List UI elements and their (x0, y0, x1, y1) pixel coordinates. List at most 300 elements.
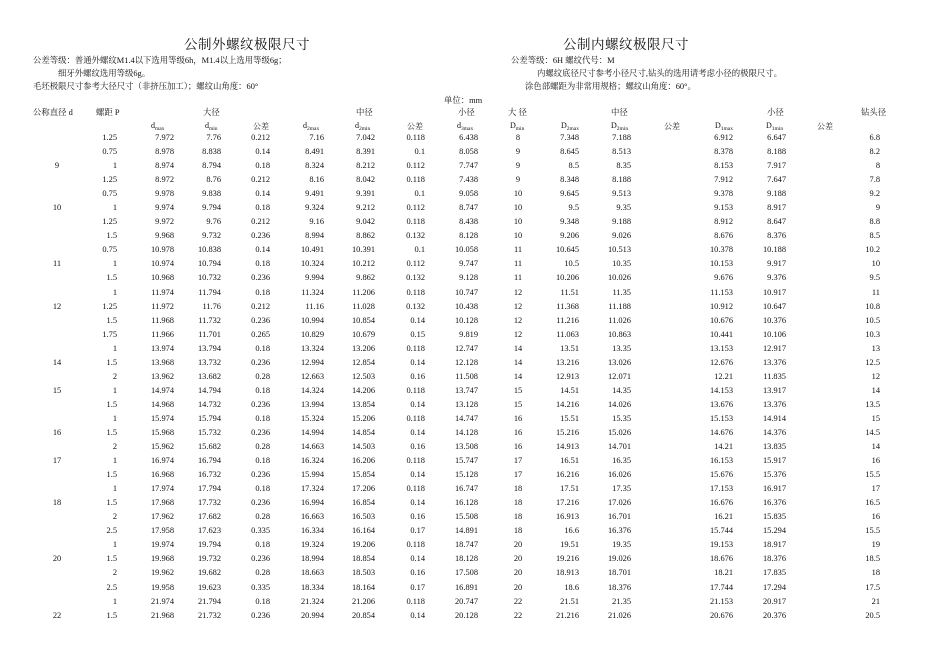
sub-d2max: $d_{2max}$ (303, 121, 320, 132)
cell-Dmin: 11 (513, 273, 523, 283)
cell-D2min: 8.35 (616, 161, 631, 171)
cell-D2min: 14.701 (607, 442, 631, 452)
cell-d2max: 8.324 (305, 161, 324, 171)
cell-dmin: 16.732 (197, 470, 221, 480)
cell-D1min: 18.376 (762, 554, 786, 564)
cell-nominal: 14 (52, 357, 62, 367)
cell-d2max: 9.16 (309, 217, 324, 227)
cell-tolerance: 0.14 (255, 189, 270, 199)
cell-Dmin: 8 (515, 133, 521, 142)
cell-d2max: 14.663 (300, 442, 324, 452)
cell-Dmin: 12 (513, 329, 523, 339)
cell-nominal: 18 (52, 498, 62, 508)
cell-D1max: 16.153 (709, 456, 733, 466)
table-row (0, 554, 950, 568)
cell-D1min: 15.376 (762, 470, 786, 480)
cell-dmin: 8.76 (206, 175, 221, 185)
cell-d3max: 9.058 (459, 189, 478, 199)
cell-d2min: 13.206 (351, 343, 375, 353)
cell-dmax: 10.974 (150, 259, 174, 269)
cell-pitch: 1.5 (106, 357, 117, 367)
table-row (0, 428, 950, 442)
cell-pitch: 1.5 (106, 231, 117, 241)
table-row (0, 133, 950, 147)
cell-d3max: 20.128 (454, 610, 478, 620)
cell-dmax: 19.974 (150, 540, 174, 550)
cell-dmax: 17.962 (150, 512, 174, 522)
cell-tolerance: 0.18 (255, 203, 270, 213)
cell-tolerance2: 0.118 (406, 484, 425, 494)
cell-pitch: 1.5 (106, 399, 117, 409)
cell-dmin: 9.76 (206, 217, 221, 227)
cell-D2max: 8.645 (560, 147, 579, 157)
cell-dmax: 15.974 (150, 413, 174, 423)
cell-d2min: 15.206 (351, 413, 375, 423)
cell-d2max: 7.16 (309, 133, 324, 142)
cell-drill: 15 (871, 413, 880, 423)
cell-d3max: 14.128 (454, 427, 478, 437)
cell-pitch: 1 (112, 287, 117, 297)
cell-d2max: 10.324 (300, 259, 324, 269)
cell-Dmin: 12 (513, 315, 523, 325)
cell-d2min: 9.212 (356, 203, 375, 213)
cell-D1min: 12.917 (762, 343, 786, 353)
cell-dmax: 17.974 (150, 484, 174, 494)
cell-dmin: 8.838 (202, 147, 221, 157)
cell-d3max: 13.128 (454, 399, 478, 409)
cell-D2max: 7.348 (560, 133, 579, 142)
cell-d3max: 11.508 (455, 371, 478, 381)
cell-dmax: 19.962 (150, 568, 174, 578)
cell-tolerance: 0.236 (251, 470, 270, 480)
cell-D2min: 21.026 (607, 610, 631, 620)
cell-dmin: 15.794 (197, 413, 221, 423)
header-pitch: 螺距 P (96, 108, 120, 117)
cell-pitch: 2 (112, 442, 117, 452)
cell-D1min: 15.917 (762, 456, 786, 466)
cell-D2max: 8.5 (568, 161, 579, 171)
cell-D2max: 21.216 (555, 610, 579, 620)
cell-dmin: 8.794 (202, 161, 221, 171)
table-row (0, 512, 950, 526)
cell-d3max: 16.128 (454, 498, 478, 508)
cell-Dmin: 11 (513, 259, 523, 269)
table-row (0, 288, 950, 302)
table-row (0, 231, 950, 245)
header-major-diameter: 大径 (203, 108, 220, 117)
cell-d2min: 9.862 (356, 273, 375, 283)
cell-dmin: 9.794 (202, 203, 221, 213)
cell-pitch: 1.75 (102, 329, 117, 339)
cell-pitch: 1.25 (102, 133, 117, 142)
cell-dmax: 15.962 (150, 442, 174, 452)
cell-d2min: 14.503 (351, 442, 375, 452)
cell-drill: 13 (871, 343, 880, 353)
cell-tolerance: 0.18 (255, 596, 270, 606)
cell-D2min: 18.701 (607, 568, 631, 578)
cell-drill: 7.8 (869, 175, 880, 185)
cell-D2max: 15.51 (560, 413, 579, 423)
cell-tolerance: 0.18 (255, 540, 270, 550)
cell-Dmin: 10 (513, 203, 523, 213)
cell-tolerance2: 0.132 (406, 231, 425, 241)
cell-drill: 15.5 (865, 526, 880, 536)
sub-D1max: $D_{1max}$ (715, 121, 734, 132)
cell-nominal: 10 (52, 203, 62, 213)
cell-D2min: 14.026 (607, 399, 631, 409)
cell-d2max: 9.491 (305, 189, 324, 199)
cell-d2min: 14.854 (351, 427, 375, 437)
table-row (0, 245, 950, 259)
cell-D2min: 17.35 (612, 484, 631, 494)
table-row (0, 372, 950, 386)
cell-drill: 19 (871, 540, 880, 550)
cell-pitch: 1.25 (102, 175, 117, 185)
cell-pitch: 2.5 (106, 582, 117, 592)
sub-tolerance-2: 公差 (407, 122, 423, 131)
sub-D2min: $D_{2min}$ (611, 121, 629, 132)
cell-drill: 16 (871, 512, 880, 522)
cell-tolerance2: 0.118 (406, 217, 425, 227)
cell-d2max: 15.994 (300, 470, 324, 480)
cell-d2min: 8.212 (356, 161, 375, 171)
cell-D1min: 16.917 (762, 484, 786, 494)
header-internal-pitch: 中径 (611, 108, 628, 117)
cell-d3max: 8.438 (459, 217, 478, 227)
cell-d2max: 13.324 (300, 343, 324, 353)
cell-D2max: 19.51 (560, 540, 579, 550)
cell-drill: 9.5 (869, 273, 880, 283)
cell-d3max: 12.747 (454, 343, 478, 353)
cell-D1max: 8.912 (714, 217, 733, 227)
cell-tolerance2: 0.14 (410, 357, 425, 367)
cell-D2min: 8.513 (612, 147, 631, 157)
cell-dmax: 7.972 (155, 133, 174, 142)
cell-d2max: 16.663 (300, 512, 324, 522)
cell-D1min: 14.914 (762, 413, 786, 423)
cell-D1max: 10.441 (709, 329, 733, 339)
cell-d3max: 10.747 (454, 287, 478, 297)
cell-d2min: 16.164 (351, 526, 375, 536)
table-row (0, 568, 950, 582)
cell-D1max: 8.378 (714, 147, 733, 157)
table-row (0, 330, 950, 344)
cell-d2max: 13.994 (300, 399, 324, 409)
sub-dmin: $d_{min}$ (205, 121, 218, 132)
cell-dmin: 13.682 (197, 371, 221, 381)
left-note-1: 公差等级：普通外螺纹M1.4以下选用等级6h，M1.4以上选用等级6g； (33, 56, 287, 65)
cell-Dmin: 15 (513, 399, 523, 409)
cell-D2max: 18.913 (555, 568, 579, 578)
cell-pitch: 2 (112, 371, 117, 381)
cell-dmax: 17.968 (150, 498, 174, 508)
cell-Dmin: 14 (513, 371, 523, 381)
cell-pitch: 1 (112, 259, 117, 269)
cell-drill: 10.2 (865, 245, 880, 255)
cell-D2min: 7.188 (612, 133, 631, 142)
cell-tolerance: 0.18 (255, 343, 270, 353)
header-minor-diameter: 小径 (458, 108, 475, 117)
table-row (0, 203, 950, 217)
cell-d3max: 10.438 (454, 301, 478, 311)
cell-dmax: 11.968 (151, 315, 174, 325)
cell-D2min: 11.188 (608, 301, 631, 311)
table-row (0, 484, 950, 498)
cell-dmin: 19.794 (197, 540, 221, 550)
table-row (0, 273, 950, 287)
cell-tolerance: 0.18 (255, 287, 270, 297)
cell-Dmin: 18 (513, 484, 523, 494)
cell-D2max: 21.51 (560, 596, 579, 606)
cell-drill: 9.2 (869, 189, 880, 199)
table-row (0, 259, 950, 273)
cell-D2max: 9.348 (560, 217, 579, 227)
cell-d3max: 12.128 (454, 357, 478, 367)
cell-d2max: 18.663 (300, 568, 324, 578)
cell-d2max: 9.994 (305, 273, 324, 283)
right-note-2: 内螺纹底径尺寸参考小径尺寸,钻头的选用请考虑小径的极限尺寸。 (537, 69, 782, 78)
table-row (0, 175, 950, 189)
cell-d2min: 9.042 (356, 217, 375, 227)
cell-nominal: 12 (52, 301, 62, 311)
cell-pitch: 1 (112, 413, 117, 423)
cell-D1min: 15.294 (762, 526, 786, 536)
cell-dmin: 17.682 (197, 512, 221, 522)
cell-D1max: 15.153 (709, 413, 733, 423)
cell-tolerance2: 0.14 (410, 554, 425, 564)
cell-tolerance2: 0.16 (410, 568, 425, 578)
cell-D2min: 17.026 (607, 498, 631, 508)
cell-d2max: 8.16 (309, 175, 324, 185)
cell-drill: 8.5 (869, 231, 880, 241)
cell-drill: 8.8 (869, 217, 880, 227)
cell-d3max: 14.747 (454, 413, 478, 423)
cell-D2max: 9.206 (560, 231, 579, 241)
table-row (0, 217, 950, 231)
cell-D2min: 18.376 (607, 582, 631, 592)
cell-drill: 10 (871, 259, 880, 269)
cell-dmin: 21.794 (197, 596, 221, 606)
cell-d2min: 10.854 (351, 315, 375, 325)
cell-tolerance2: 0.118 (406, 456, 425, 466)
cell-dmin: 17.732 (197, 498, 221, 508)
cell-pitch: 1.25 (102, 217, 117, 227)
cell-tolerance: 0.335 (251, 582, 270, 592)
cell-D1max: 18.676 (709, 554, 733, 564)
cell-D1max: 17.744 (709, 582, 733, 592)
cell-drill: 15.5 (865, 470, 880, 480)
cell-pitch: 1 (112, 161, 117, 171)
cell-tolerance2: 0.118 (406, 133, 425, 142)
cell-D1max: 9.378 (714, 189, 733, 199)
cell-d2max: 14.324 (300, 385, 324, 395)
cell-dmin: 11.76 (202, 301, 221, 311)
cell-D2min: 10.513 (607, 245, 631, 255)
cell-dmax: 10.978 (150, 245, 174, 255)
cell-D1min: 17.294 (762, 582, 786, 592)
cell-Dmin: 16 (513, 442, 523, 452)
cell-Dmin: 22 (513, 596, 523, 606)
cell-pitch: 1 (112, 484, 117, 494)
cell-D2max: 11.216 (556, 315, 579, 325)
cell-d3max: 15.747 (454, 456, 478, 466)
cell-d2min: 10.391 (351, 245, 375, 255)
cell-tolerance2: 0.16 (410, 371, 425, 381)
cell-dmin: 11.732 (198, 315, 221, 325)
thread-table-body (0, 133, 950, 625)
cell-d2min: 15.854 (351, 470, 375, 480)
cell-D2max: 15.216 (555, 427, 579, 437)
cell-dmax: 19.958 (150, 582, 174, 592)
cell-D2min: 11.026 (608, 315, 631, 325)
cell-tolerance2: 0.14 (410, 610, 425, 620)
cell-D1min: 13.917 (762, 385, 786, 395)
cell-D1min: 8.917 (767, 203, 786, 213)
table-row (0, 358, 950, 372)
cell-D2max: 16.216 (555, 470, 579, 480)
cell-tolerance: 0.14 (255, 147, 270, 157)
cell-dmin: 19.732 (197, 554, 221, 564)
cell-D2max: 16.6 (564, 526, 579, 536)
cell-D1max: 15.744 (709, 526, 733, 536)
cell-pitch: 1 (112, 596, 117, 606)
cell-nominal: 16 (52, 427, 62, 437)
cell-tolerance2: 0.1 (414, 189, 425, 199)
left-note-3: 毛坯极限尺寸参考大径尺寸（非挤压加工）；螺纹山角度：60° (33, 82, 259, 91)
cell-tolerance: 0.236 (251, 498, 270, 508)
cell-d2max: 10.994 (300, 315, 324, 325)
header-internal-major: 大 径 (508, 108, 527, 117)
cell-D1max: 10.153 (709, 259, 733, 269)
header-internal-minor: 小径 (767, 108, 784, 117)
cell-d2min: 12.503 (351, 371, 375, 381)
cell-tolerance2: 0.118 (406, 175, 425, 185)
cell-d2min: 12.854 (351, 357, 375, 367)
table-row (0, 386, 950, 400)
cell-D2min: 15.35 (612, 413, 631, 423)
cell-D1max: 19.153 (709, 540, 733, 550)
cell-drill: 16 (871, 456, 880, 466)
cell-d2max: 11.324 (301, 287, 324, 297)
cell-Dmin: 15 (513, 385, 523, 395)
sub-tolerance-3: 公差 (664, 122, 680, 131)
cell-D2max: 19.216 (555, 554, 579, 564)
cell-D1min: 9.917 (767, 259, 786, 269)
cell-D1min: 8.376 (767, 231, 786, 241)
cell-Dmin: 9 (515, 175, 521, 185)
cell-D1max: 13.676 (709, 399, 733, 409)
cell-d2min: 9.391 (356, 189, 375, 199)
cell-D2max: 9.645 (560, 189, 579, 199)
cell-d2max: 11.16 (305, 301, 324, 311)
cell-pitch: 1 (112, 343, 117, 353)
cell-d2min: 20.854 (351, 610, 375, 620)
cell-d2min: 18.854 (351, 554, 375, 564)
cell-dmin: 17.794 (197, 484, 221, 494)
cell-dmin: 21.732 (197, 610, 221, 620)
cell-Dmin: 16 (513, 413, 523, 423)
table-row (0, 414, 950, 428)
sub-Dmin: $D_{min}$ (510, 121, 525, 132)
cell-dmax: 16.968 (150, 470, 174, 480)
cell-D1max: 12.21 (714, 371, 733, 381)
cell-drill: 14.5 (865, 427, 880, 437)
cell-dmax: 13.962 (150, 371, 174, 381)
cell-pitch: 2 (112, 512, 117, 522)
cell-d2min: 8.391 (356, 147, 375, 157)
cell-tolerance2: 0.16 (410, 512, 425, 522)
cell-tolerance2: 0.14 (410, 399, 425, 409)
cell-drill: 10.3 (865, 329, 880, 339)
cell-d3max: 9.819 (459, 329, 478, 339)
table-row (0, 611, 950, 625)
cell-tolerance: 0.236 (251, 357, 270, 367)
cell-drill: 17 (871, 484, 880, 494)
cell-D2max: 13.216 (555, 357, 579, 367)
cell-Dmin: 10 (513, 217, 523, 227)
cell-D1max: 16.676 (709, 498, 733, 508)
cell-D1min: 10.917 (762, 287, 786, 297)
cell-drill: 20.5 (865, 610, 880, 620)
cell-d3max: 9.128 (459, 273, 478, 283)
cell-d2max: 19.324 (300, 540, 324, 550)
cell-Dmin: 20 (513, 582, 523, 592)
cell-Dmin: 14 (513, 357, 523, 367)
sub-D2max: $D_{2max}$ (561, 121, 580, 132)
cell-dmin: 10.794 (197, 259, 221, 269)
cell-D1min: 6.647 (767, 133, 786, 142)
cell-Dmin: 12 (513, 301, 523, 311)
cell-d3max: 15.508 (454, 512, 478, 522)
cell-pitch: 1 (112, 456, 117, 466)
cell-tolerance: 0.28 (255, 512, 270, 522)
cell-D1min: 11.835 (763, 371, 786, 381)
cell-dmin: 13.732 (197, 357, 221, 367)
right-note-3: 涂色部螺距为非常用规格；螺纹山角度：60°。 (525, 82, 696, 91)
cell-nominal: 9 (54, 161, 60, 171)
cell-D2min: 16.701 (607, 512, 631, 522)
cell-Dmin: 18 (513, 526, 523, 536)
cell-dmax: 14.974 (150, 385, 174, 395)
cell-D2max: 11.063 (556, 329, 579, 339)
cell-D1max: 6.912 (714, 133, 733, 142)
header-pitch-diameter: 中径 (356, 108, 373, 117)
cell-dmax: 11.966 (151, 329, 174, 339)
cell-d3max: 18.128 (454, 554, 478, 564)
right-note-1: 公差等级：6H 螺纹代号：M (511, 56, 615, 65)
cell-pitch: 1 (112, 540, 117, 550)
cell-D1max: 9.153 (714, 203, 733, 213)
cell-D2max: 13.51 (560, 343, 579, 353)
cell-tolerance: 0.18 (255, 484, 270, 494)
cell-D1min: 7.647 (767, 175, 786, 185)
cell-tolerance2: 0.14 (410, 498, 425, 508)
cell-pitch: 1.5 (106, 498, 117, 508)
cell-drill: 18.5 (865, 554, 880, 564)
cell-D1min: 20.917 (762, 596, 786, 606)
cell-d2min: 16.503 (351, 512, 375, 522)
cell-d3max: 13.508 (454, 442, 478, 452)
cell-dmin: 13.794 (197, 343, 221, 353)
cell-tolerance2: 0.132 (406, 301, 425, 311)
cell-d3max: 14.891 (454, 526, 478, 536)
cell-Dmin: 12 (513, 287, 523, 297)
cell-dmax: 11.972 (151, 301, 174, 311)
cell-D2min: 9.35 (616, 203, 631, 213)
table-row (0, 526, 950, 540)
cell-tolerance: 0.212 (251, 301, 270, 311)
sub-d2min: $d_{2min}$ (355, 121, 371, 132)
